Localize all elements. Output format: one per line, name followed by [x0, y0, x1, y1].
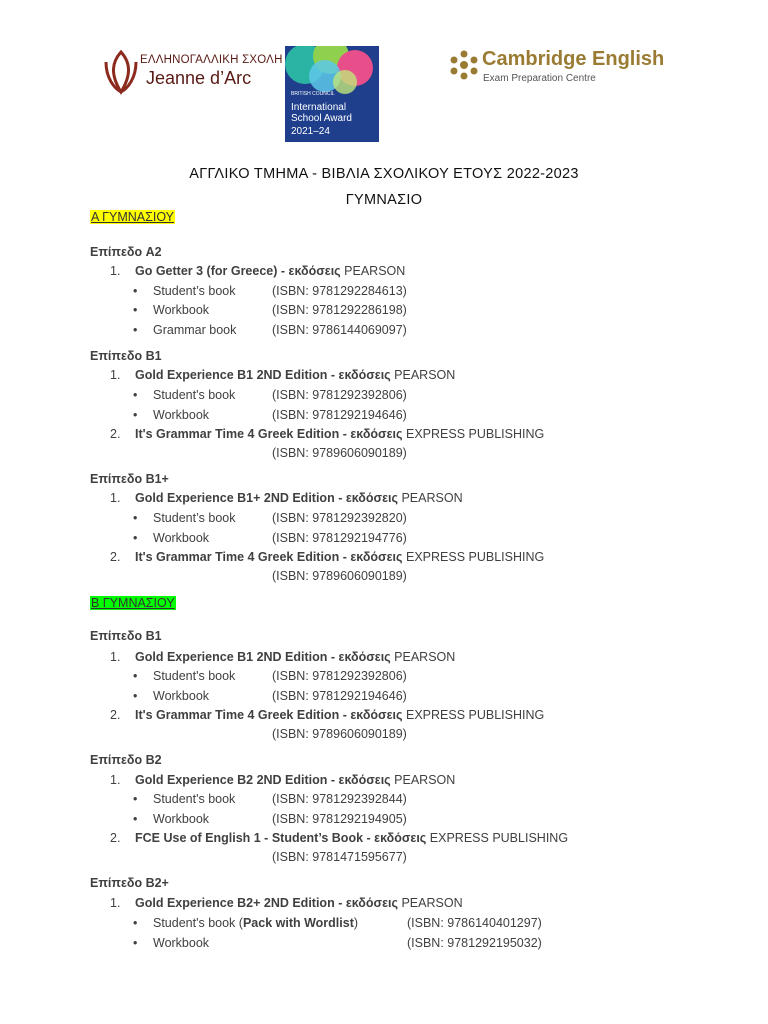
publisher-name: EXPRESS PUBLISHING — [405, 427, 545, 441]
bullet: • — [133, 669, 138, 683]
section-heading-b: Β ΓΥΜΝΑΣΙΟΥ — [91, 596, 175, 610]
isbn: (ISBN: 9781292194905) — [272, 812, 407, 826]
item-label: Student's book — [153, 388, 236, 402]
publisher-name: PEARSON — [394, 650, 456, 664]
bullet: • — [133, 408, 138, 422]
section-heading-a: Α ΓΥΜΝΑΣΙΟΥ — [91, 210, 174, 224]
level-heading: Επίπεδο B2 — [90, 753, 162, 767]
publisher-label: - εκδόσεις — [342, 550, 403, 564]
item-label: Workbook — [153, 531, 210, 545]
isbn: (ISBN: 9781292392806) — [272, 669, 407, 683]
publisher-label: - εκδόσεις — [280, 264, 341, 278]
publisher-name: PEARSON — [401, 491, 463, 505]
isbn: (ISBN: 9789606090189) — [272, 569, 407, 583]
book-number: 2. — [110, 550, 121, 564]
isbn: (ISBN: 9781292392844) — [272, 792, 407, 806]
bullet: • — [133, 916, 138, 930]
bullet: • — [133, 303, 138, 317]
book-number: 2. — [110, 708, 121, 722]
isbn: (ISBN: 9781292195032) — [407, 936, 542, 950]
publisher-label: - εκδόσεις — [330, 368, 391, 382]
school-greek-name: ΕΛΛΗΝΟΓΑΛΛΙΚΗ ΣΧΟΛΗ — [140, 54, 283, 66]
item-label: Student's book — [153, 792, 236, 806]
publisher-label: - εκδόσεις — [366, 831, 427, 845]
book-title: Gold Experience B1 2ND Edition — [135, 368, 328, 382]
item-label: Workbook — [153, 936, 210, 950]
book-number: 1. — [110, 650, 121, 664]
item-label: Student’s book — [153, 511, 236, 525]
jeanne-darc-logo — [102, 46, 283, 98]
pack-suffix: ) — [353, 916, 359, 930]
level-heading: Επίπεδο B1 — [90, 349, 162, 363]
isbn: (ISBN: 9789606090189) — [272, 446, 407, 460]
award-circles-icon — [285, 46, 379, 96]
item-label — [153, 916, 358, 930]
book-title: Gold Experience B2+ 2ND Edition — [135, 896, 335, 910]
book-title: Gold Experience B1 2ND Edition — [135, 650, 328, 664]
isbn: (ISBN: 9781292284613) — [272, 284, 407, 298]
publisher-name: PEARSON — [394, 368, 456, 382]
publisher-name: EXPRESS PUBLISHING — [429, 831, 569, 845]
book-title: It's Grammar Time 4 Greek Edition — [135, 708, 340, 722]
award-years: 2021–24 — [291, 126, 330, 137]
publisher-name: EXPRESS PUBLISHING — [405, 708, 545, 722]
page-title: ΑΓΓΛΙΚΟ ΤΜΗΜΑ - ΒΙΒΛΙΑ ΣΧΟΛΙΚΟΥ ΕΤΟΥΣ 2022-2023 — [189, 166, 579, 182]
book-title: Gold Experience B2 2ND Edition — [135, 773, 328, 787]
publisher-label: - εκδόσεις — [338, 896, 398, 910]
bullet: • — [133, 323, 138, 337]
isbn: (ISBN: 9786140401297) — [407, 916, 542, 930]
isbn: (ISBN: 9781292392806) — [272, 388, 407, 402]
book-gold-b1 — [110, 368, 455, 382]
item-label: Grammar book — [153, 323, 237, 337]
bullet: • — [133, 388, 138, 402]
publisher-label: - εκδόσεις — [342, 427, 403, 441]
item-label: Workbook — [153, 689, 210, 703]
item-label: Student's book — [153, 669, 236, 683]
level-heading: Επίπεδο B2+ — [90, 876, 169, 890]
book-number: 2. — [110, 831, 121, 845]
isbn: (ISBN: 9786144069097) — [272, 323, 407, 337]
pack-wordlist: Pack with Wordlist — [242, 916, 354, 930]
book-title: It's Grammar Time 4 Greek Edition — [135, 427, 340, 441]
page-subtitle: ΓΥΜΝΑΣΙΟ — [345, 192, 423, 208]
bullet: • — [133, 812, 138, 826]
book-gold-b1 — [110, 650, 455, 664]
bullet: • — [133, 792, 138, 806]
book-number: 1. — [110, 773, 121, 787]
bullet: • — [133, 531, 138, 545]
award-title-line2: School Award — [291, 113, 352, 124]
school-name: Jeanne d’Arc — [146, 68, 252, 88]
bullet: • — [133, 284, 138, 298]
book-title: FCE Use of English 1 - Student’s Book — [135, 831, 364, 845]
isbn: (ISBN: 9781292194646) — [272, 689, 407, 703]
book-title: It's Grammar Time 4 Greek Edition — [135, 550, 340, 564]
item-label: Workbook — [153, 408, 210, 422]
item-label: Workbook — [153, 812, 210, 826]
bullet: • — [133, 511, 138, 525]
isbn: (ISBN: 9781292286198) — [272, 303, 407, 317]
isbn: (ISBN: 9781292194646) — [272, 408, 407, 422]
book-number: 1. — [110, 896, 121, 910]
level-heading: Επίπεδο B1 — [90, 629, 162, 643]
book-go-getter — [110, 264, 405, 278]
level-heading: Επίπεδο B1+ — [90, 472, 169, 486]
book-title: Gold Experience B1+ 2ND Edition — [135, 491, 335, 505]
publisher-name: PEARSON — [394, 773, 456, 787]
pack-prefix: Student's book ( — [153, 916, 243, 930]
publisher-name: PEARSON — [344, 264, 406, 278]
publisher-name: EXPRESS PUBLISHING — [405, 550, 545, 564]
bullet: • — [133, 689, 138, 703]
book-fce — [110, 831, 568, 845]
international-school-award-logo — [285, 46, 379, 142]
book-grammar-time — [110, 550, 544, 564]
logo-bar — [0, 0, 768, 150]
book-grammar-time — [110, 708, 544, 722]
cambridge-title: Cambridge English — [482, 48, 665, 70]
publisher-name: PEARSON — [401, 896, 463, 910]
book-number: 1. — [110, 264, 121, 278]
book-number: 2. — [110, 427, 121, 441]
publisher-label: - εκδόσεις — [330, 650, 391, 664]
award-title — [291, 102, 352, 124]
book-title: Go Getter 3 (for Greece) — [135, 264, 278, 278]
publisher-label: - εκδόσεις — [330, 773, 391, 787]
award-title-line1: International — [291, 102, 347, 113]
british-council-label: BRITISH COUNCIL — [291, 91, 335, 97]
publisher-label: - εκδόσεις — [342, 708, 403, 722]
cambridge-subtitle: Exam Preparation Centre — [483, 73, 596, 84]
book-gold-b1-plus — [110, 491, 463, 505]
book-number: 1. — [110, 491, 121, 505]
book-gold-b2-plus — [110, 896, 463, 910]
isbn: (ISBN: 9789606090189) — [272, 727, 407, 741]
isbn: (ISBN: 9781292392820) — [272, 511, 407, 525]
item-label: Student’s book — [153, 284, 236, 298]
lily-emblem-icon — [102, 48, 140, 96]
cambridge-english-logo — [450, 48, 665, 88]
cambridge-shield-icon — [450, 50, 478, 80]
isbn: (ISBN: 9781292194776) — [272, 531, 407, 545]
publisher-label: - εκδόσεις — [338, 491, 398, 505]
book-number: 1. — [110, 368, 121, 382]
bullet: • — [133, 936, 138, 950]
item-label: Workbook — [153, 303, 210, 317]
book-grammar-time — [110, 427, 544, 441]
book-gold-b2 — [110, 773, 455, 787]
level-heading: Επίπεδο A2 — [90, 245, 162, 259]
isbn: (ISBN: 9781471595677) — [272, 850, 407, 864]
